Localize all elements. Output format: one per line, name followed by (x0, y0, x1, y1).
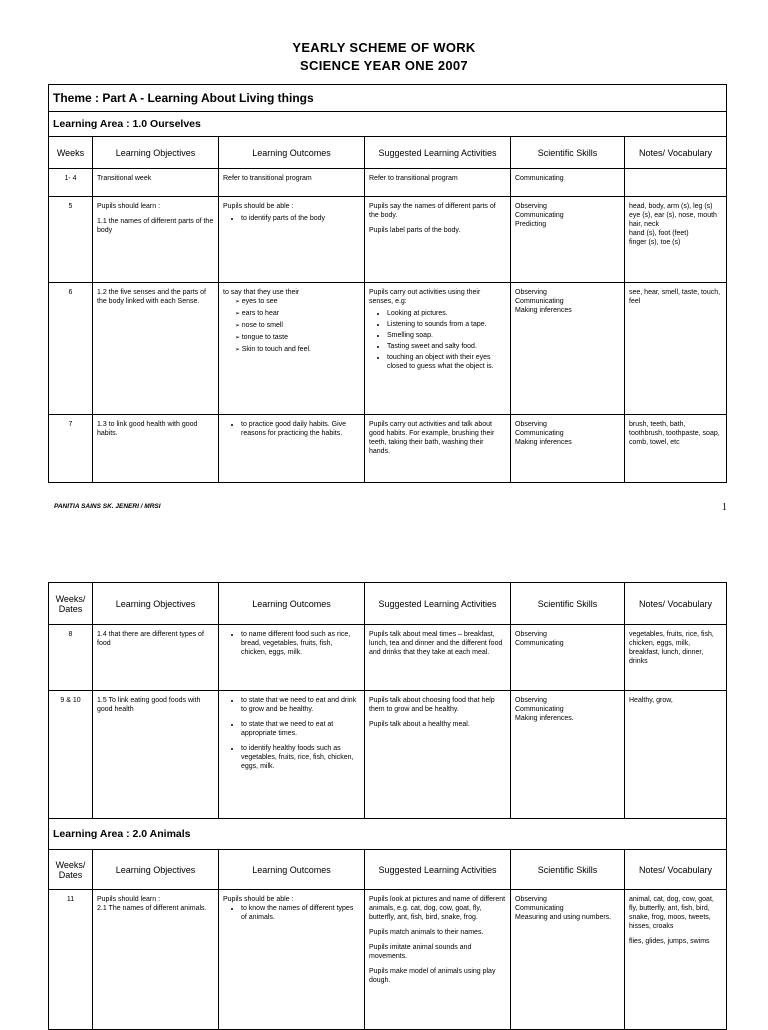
col-header: Scientific Skills (511, 137, 625, 169)
skill-item: Observing (515, 289, 547, 296)
outcome-intro: to say that they use their (223, 289, 300, 296)
skills-cell (511, 197, 625, 283)
objective-cell (93, 890, 219, 1030)
activity-text: Pupils talk about a healthy meal. (369, 721, 470, 728)
page-number: 1 (722, 502, 727, 513)
activity-cell: Pupils talk about meal times – breakfast, lunch, tea and dinner and the different food and drinks that they take at each meal. (365, 625, 511, 691)
notes-cell: see, hear, smell, taste, touch, feel (625, 283, 727, 415)
objective-cell (93, 197, 219, 283)
col-header: Scientific Skills (511, 583, 625, 625)
activity-item: • Looking at pictures. (387, 309, 506, 318)
learning-area-heading: Learning Area : 1.0 Ourselves (49, 112, 727, 137)
week-cell: 11 (49, 890, 93, 1030)
activity-item: • Listening to sounds from a tape. (387, 320, 506, 329)
skills-cell (511, 890, 625, 1030)
page-footer: PANITIA SAINS SK. JENERI / MRSI (54, 503, 161, 510)
activity-cell: Pupils carry out activities and talk about good habits. For example, brushing their teeth, taking their bath, washing their hands. (365, 415, 511, 483)
col-header: Learning Objectives (93, 137, 219, 169)
outcome-item: • to state that we need to eat and drink to grow and be healthy. (241, 696, 360, 714)
outcome-cell (219, 197, 365, 283)
skill-item: Communicating (515, 640, 564, 647)
activity-cell (365, 890, 511, 1030)
outcome-cell (219, 890, 365, 1030)
objective-cell: 1.2 the five senses and the parts of the body linked with each Sense. (93, 283, 219, 415)
table-header-row (49, 137, 727, 169)
outcome-item: ➢ Skin to touch and feel. (235, 345, 360, 355)
activity-cell (365, 691, 511, 819)
page-two (0, 540, 768, 1024)
notes-cell (625, 890, 727, 1030)
objective-text: 2.1 The names of different animals. (97, 905, 207, 912)
outcome-item: ➢ eyes to see (235, 297, 360, 307)
objective-cell: 1.5 To link eating good foods with good health (93, 691, 219, 819)
skill-item: Observing (515, 631, 547, 638)
outcome-item: • to state that we need to eat at appropriate times. (241, 720, 360, 738)
skills-cell (511, 415, 625, 483)
activity-text: Pupils look at pictures and name of different animals, e.g. cat, dog, cow, goat, fly, butterfly, ant, fish, bird, snake, frog. (369, 896, 506, 921)
skill-item: Making inferences. (515, 715, 574, 722)
outcome-intro: Pupils should be able : (223, 203, 294, 210)
skills-cell: Communicating (511, 169, 625, 197)
table-row (49, 197, 727, 283)
activity-text: Pupils label parts of the body. (369, 227, 461, 234)
theme-heading: Theme : Part A - Learning About Living things (49, 85, 727, 112)
outcome-item: • to know the names of different types of animals. (241, 904, 360, 922)
table-row (49, 283, 727, 415)
outcome-item: ➢ ears to hear (235, 309, 360, 319)
outcome-intro: Pupils should be able : (223, 896, 294, 903)
table-row (49, 691, 727, 819)
skills-cell (511, 625, 625, 691)
col-header: Weeks (49, 137, 93, 169)
outcome-item: • to practice good daily habits. Give reasons for practicing the habits. (241, 420, 360, 438)
note-line: finger (s), toe (s) (629, 239, 681, 246)
activity-item: • touching an object with their eyes closed to guess what the object is. (387, 353, 506, 371)
notes-cell: brush, teeth, bath, toothbrush, toothpaste, soap, comb, towel, etc (625, 415, 727, 483)
week-cell: 7 (49, 415, 93, 483)
col-header: Learning Outcomes (219, 137, 365, 169)
note-text: animal, cat, dog, cow, goat, fly, butterfly, ant, fish, bird, snake, frog, moos, tweets, hisses, croaks (629, 896, 714, 930)
objective-cell: 1.3 to link good health with good habits. (93, 415, 219, 483)
col-header: Notes/ Vocabulary (625, 137, 727, 169)
outcome-cell (219, 283, 365, 415)
outcome-item: ➢ tongue to taste (235, 333, 360, 343)
skill-item: Communicating (515, 298, 564, 305)
col-header: Suggested Learning Activities (365, 850, 511, 890)
activity-item: • Tasting sweet and salty food. (387, 342, 506, 351)
week-cell: 9 & 10 (49, 691, 93, 819)
activity-cell (365, 283, 511, 415)
col-header: Notes/ Vocabulary (625, 850, 727, 890)
week-cell: 1- 4 (49, 169, 93, 197)
col-header: Weeks/ Dates (49, 583, 93, 625)
week-cell: 6 (49, 283, 93, 415)
document-title: YEARLY SCHEME OF WORK (292, 40, 476, 55)
objective-text: 1.1 the names of different parts of the body (97, 218, 214, 234)
learning-area-heading: Learning Area : 2.0 Animals (49, 819, 727, 850)
table-header-row (49, 583, 727, 625)
notes-cell (625, 169, 727, 197)
week-cell: 5 (49, 197, 93, 283)
skill-item: Communicating (515, 212, 564, 219)
skill-item: Predicting (515, 221, 547, 228)
skill-item: Observing (515, 896, 547, 903)
activity-item: • Smelling soap. (387, 331, 506, 340)
activity-text: Pupils imitate animal sounds and movements. (369, 944, 472, 960)
skill-item: Communicating (515, 706, 564, 713)
col-header: Learning Objectives (93, 850, 219, 890)
table-row (49, 625, 727, 691)
outcome-item: • to identify healthy foods such as vegetables, fruits, rice, fish, chicken, eggs, milk. (241, 744, 360, 771)
activity-cell: Refer to transitional program (365, 169, 511, 197)
activity-text: Pupils make model of animals using play dough. (369, 968, 496, 984)
col-header: Scientific Skills (511, 850, 625, 890)
document-subtitle: SCIENCE YEAR ONE 2007 (300, 58, 468, 73)
activity-text: Pupils match animals to their names. (369, 929, 484, 936)
skills-cell (511, 691, 625, 819)
col-header: Suggested Learning Activities (365, 137, 511, 169)
col-header: Notes/ Vocabulary (625, 583, 727, 625)
col-header: Weeks/ Dates (49, 850, 93, 890)
col-header: Learning Objectives (93, 583, 219, 625)
skill-item: Measuring and using numbers. (515, 914, 612, 921)
activity-text: Pupils say the names of different parts of the body. (369, 203, 496, 219)
outcome-cell (219, 625, 365, 691)
skill-item: Observing (515, 421, 547, 428)
skills-cell (511, 283, 625, 415)
note-line: hair, neck (629, 221, 659, 228)
outcome-item: • to identify parts of the body (241, 214, 360, 223)
skill-item: Observing (515, 203, 547, 210)
table-row (49, 169, 727, 197)
note-line: hand (s), foot (feet) (629, 230, 689, 237)
outcome-item: • to name different food such as rice, bread, vegetables, fruits, fish, chicken, eggs, milk. (241, 630, 360, 657)
outcome-cell: Refer to transitional program (219, 169, 365, 197)
objective-intro: Pupils should learn : (97, 896, 161, 903)
col-header: Learning Outcomes (219, 850, 365, 890)
skill-item: Making inferences (515, 439, 572, 446)
scheme-table-page2 (48, 582, 727, 1030)
note-text: flies, glides, jumps, swims (629, 938, 710, 945)
skill-item: Communicating (515, 905, 564, 912)
objective-intro: Pupils should learn : (97, 203, 161, 210)
objective-cell: Transitional week (93, 169, 219, 197)
skill-item: Observing (515, 697, 547, 704)
scheme-table-page1 (48, 84, 727, 483)
col-header: Suggested Learning Activities (365, 583, 511, 625)
notes-cell: vegetables, fruits, rice, fish, chicken, eggs, milk, breakfast, lunch, dinner, drinks (625, 625, 727, 691)
outcome-cell (219, 691, 365, 819)
notes-cell: Healthy, grow, (625, 691, 727, 819)
table-row (49, 890, 727, 1030)
outcome-cell (219, 415, 365, 483)
outcome-item: ➢ nose to smell (235, 321, 360, 331)
activity-cell (365, 197, 511, 283)
objective-cell: 1.4 that there are different types of food (93, 625, 219, 691)
note-line: eye (s), ear (s), nose, mouth (629, 212, 717, 219)
table-header-row (49, 850, 727, 890)
col-header: Learning Outcomes (219, 583, 365, 625)
activity-text: Pupils talk about choosing food that help them to grow and be healthy. (369, 697, 495, 713)
table-row (49, 415, 727, 483)
note-line: head, body, arm (s), leg (s) (629, 203, 713, 210)
skill-item: Making inferences (515, 307, 572, 314)
skill-item: Communicating (515, 430, 564, 437)
week-cell: 8 (49, 625, 93, 691)
activity-text: Pupils carry out activities using their senses, e.g: (369, 289, 481, 305)
notes-cell (625, 197, 727, 283)
